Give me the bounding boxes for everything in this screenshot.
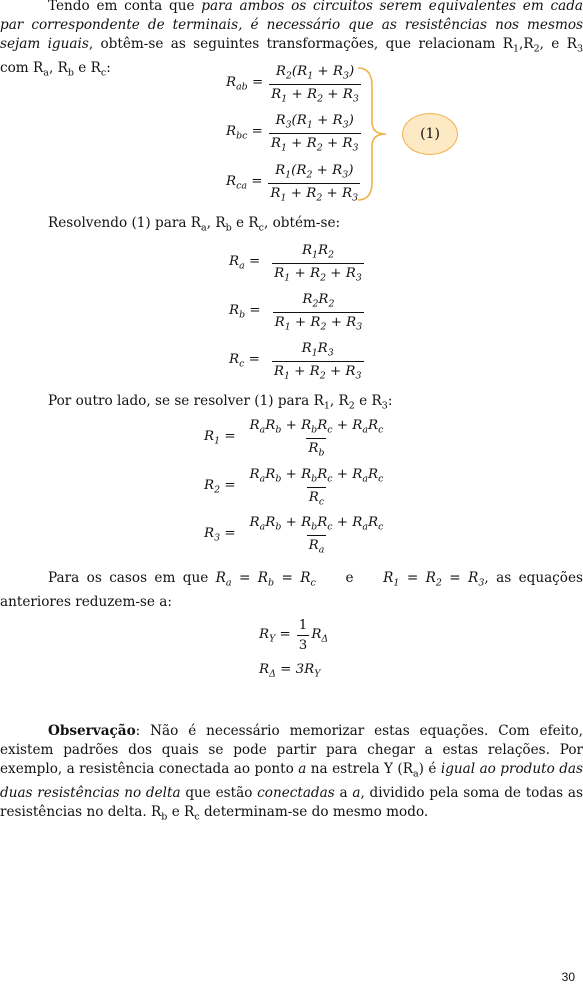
eq-r3: $R_3$ = $\frac{R_aR_b + R_bR_c + R_aR_c}{R_a}$ [204,515,384,556]
observation-paragraph: Observação: Não é necessário memorizar estas equações. Com efeito, existem padrões dos quais se pode partir para chegar a estas relações. Por exemplo, a resistência conectada ao ponto a na estrela Y $(R_a)$ é igual ao produto das duas resistências no delta que estão conectadas a a, dividido pela soma de todas as resistências no delta. $R_b$ e $R_c$ determinam-se do mesmo modo. [0,723,583,823]
page-number: 30 [561,970,575,984]
eq-rdelta: $R_\Delta = 3R_Y$ [259,662,321,680]
eq-rbc: $R_{bc}$ = $\frac{R_3(R_1 + R_3)}{R_1 + R_2 + R_3}$ [226,113,359,154]
eq-r1: $R_1$ = $\frac{R_aR_b + R_bR_c + R_aR_c}{R_b}$ [204,418,384,459]
cases-paragraph: Para os casos em que $R_a = R_b = R_c$ e $R_1 = R_2 = R_3$, as equações anteriores reduzem-se a: [0,570,583,610]
eq-rca: $R_{ca}$ = $\frac{R_1(R_2 + R_3)}{R_1 + R_2 + R_3}$ [226,163,359,204]
resolving-line: Resolvendo (1) para $R_a$, $R_b$ e $R_c$, obtém-se: [48,215,341,234]
eq-rb: $R_b$ = $\frac{R_2R_2}{R_1 + R_2 + R_3}$ [229,292,363,333]
eq-rab: $R_{ab}$ = $\frac{R_2(R_1 + R_3)}{R_1 + R_2 + R_3}$ [226,64,359,105]
intro-paragraph: Tendo em conta que para ambos os circuitos serem equivalentes em cada par correspondente de terminais, é necessário que as resistências nos mesmos sejam iguais, obtêm-se as seguintes transformações, que relacionam $R_1,R_2$, e $R_3$ com $R_a$, $R_b$ e $R_c$: [0,0,583,79]
eq-rc: $R_c$ = $\frac{R_1R_3}{R_1 + R_2 + R_3}$ [229,341,362,382]
equation-number-badge: (1) [402,113,458,155]
other-side-line: Por outro lado, se se resolver (1) para $R_1$, $R_2$ e $R_3$: [48,393,393,412]
curly-brace-icon [354,66,394,206]
eq-r2: $R_2$ = $\frac{R_aR_b + R_bR_c + R_aR_c}{R_c}$ [204,467,384,508]
eq-ra: $R_a$ = $\frac{R_1R_2}{R_1 + R_2 + R_3}$ [229,243,362,284]
eq-ry: $R_Y$ = $\frac{1}{3}$ $R_\Delta$ [259,618,329,653]
